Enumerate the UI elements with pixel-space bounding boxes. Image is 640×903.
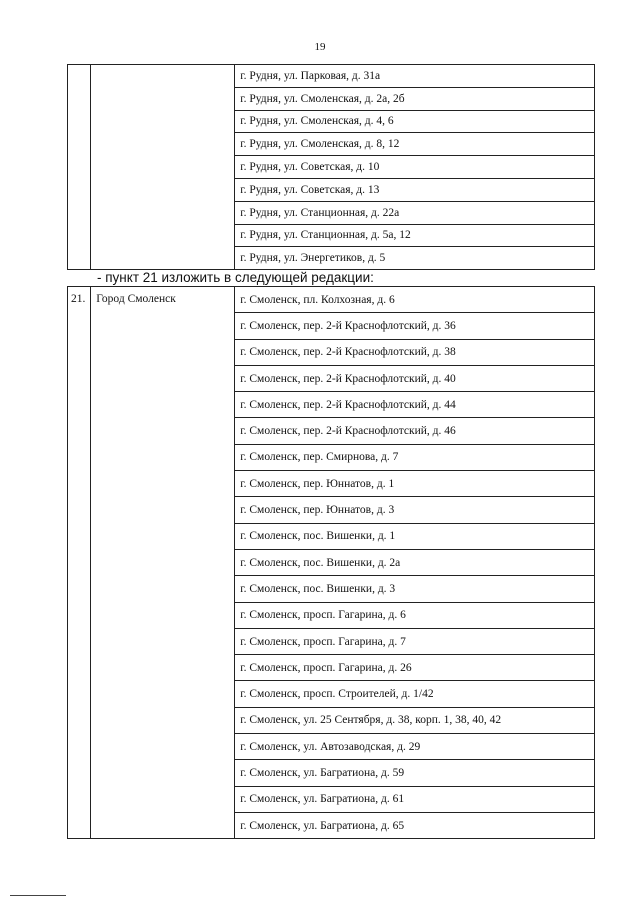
address-cell: г. Смоленск, просп. Гагарина, д. 7	[235, 628, 595, 654]
address-cell: г. Смоленск, пл. Колхозная, д. 6	[235, 287, 595, 313]
address-cell: г. Смоленск, пер. 2-й Краснофлотский, д. 36	[235, 313, 595, 339]
address-cell: г. Смоленск, пос. Вишенки, д. 1	[235, 523, 595, 549]
locality-cell	[91, 65, 235, 270]
address-cell: г. Рудня, ул. Станционная, д. 22а	[235, 201, 595, 224]
locality-cell: Город Смоленск	[91, 287, 235, 839]
address-cell: г. Смоленск, пер. 2-й Краснофлотский, д. 44	[235, 392, 595, 418]
address-cell: г. Рудня, ул. Смоленская, д. 4, 6	[235, 110, 595, 133]
address-cell: г. Смоленск, ул. Автозаводская, д. 29	[235, 734, 595, 760]
page-number: 19	[314, 41, 326, 53]
address-cell: г. Рудня, ул. Смоленская, д. 2а, 2б	[235, 87, 595, 110]
address-cell: г. Смоленск, просп. Гагарина, д. 26	[235, 655, 595, 681]
address-cell: г. Смоленск, ул. 25 Сентября, д. 38, корп. 1, 38, 40, 42	[235, 707, 595, 733]
table-row	[68, 287, 595, 313]
continued-address-table	[67, 64, 595, 270]
address-cell: г. Рудня, ул. Смоленская, д. 8, 12	[235, 133, 595, 156]
address-cell: г. Рудня, ул. Энергетиков, д. 5	[235, 247, 595, 270]
address-cell: г. Рудня, ул. Советская, д. 10	[235, 156, 595, 179]
address-cell: г. Смоленск, пер. Юннатов, д. 3	[235, 497, 595, 523]
address-cell: г. Смоленск, ул. Багратиона, д. 59	[235, 760, 595, 786]
address-cell: г. Смоленск, пер. 2-й Краснофлотский, д. 38	[235, 339, 595, 365]
address-cell: г. Смоленск, пос. Вишенки, д. 3	[235, 576, 595, 602]
address-cell: г. Смоленск, ул. Багратиона, д. 65	[235, 812, 595, 838]
continued-address-table-body	[68, 65, 595, 270]
smolensk-address-table	[67, 286, 595, 839]
address-cell: г. Смоленск, просп. Гагарина, д. 6	[235, 602, 595, 628]
table-row	[68, 65, 595, 88]
address-cell: г. Смоленск, ул. Багратиона, д. 61	[235, 786, 595, 812]
address-cell: г. Смоленск, пер. Смирнова, д. 7	[235, 444, 595, 470]
footnote-divider	[10, 895, 66, 896]
address-cell: г. Смоленск, просп. Строителей, д. 1/42	[235, 681, 595, 707]
address-cell: г. Смоленск, пер. 2-й Краснофлотский, д. 46	[235, 418, 595, 444]
address-cell: г. Рудня, ул. Советская, д. 13	[235, 178, 595, 201]
amendment-instruction: - пункт 21 изложить в следующей редакции:	[97, 270, 374, 285]
address-cell: г. Смоленск, пер. Юннатов, д. 1	[235, 471, 595, 497]
address-cell: г. Рудня, ул. Станционная, д. 5а, 12	[235, 224, 595, 247]
item-number-cell: 21.	[68, 287, 91, 839]
smolensk-address-table-body	[68, 287, 595, 839]
address-cell: г. Смоленск, пер. 2-й Краснофлотский, д. 40	[235, 365, 595, 391]
address-cell: г. Рудня, ул. Парковая, д. 31а	[235, 65, 595, 88]
address-cell: г. Смоленск, пос. Вишенки, д. 2а	[235, 549, 595, 575]
item-number-cell	[68, 65, 91, 270]
